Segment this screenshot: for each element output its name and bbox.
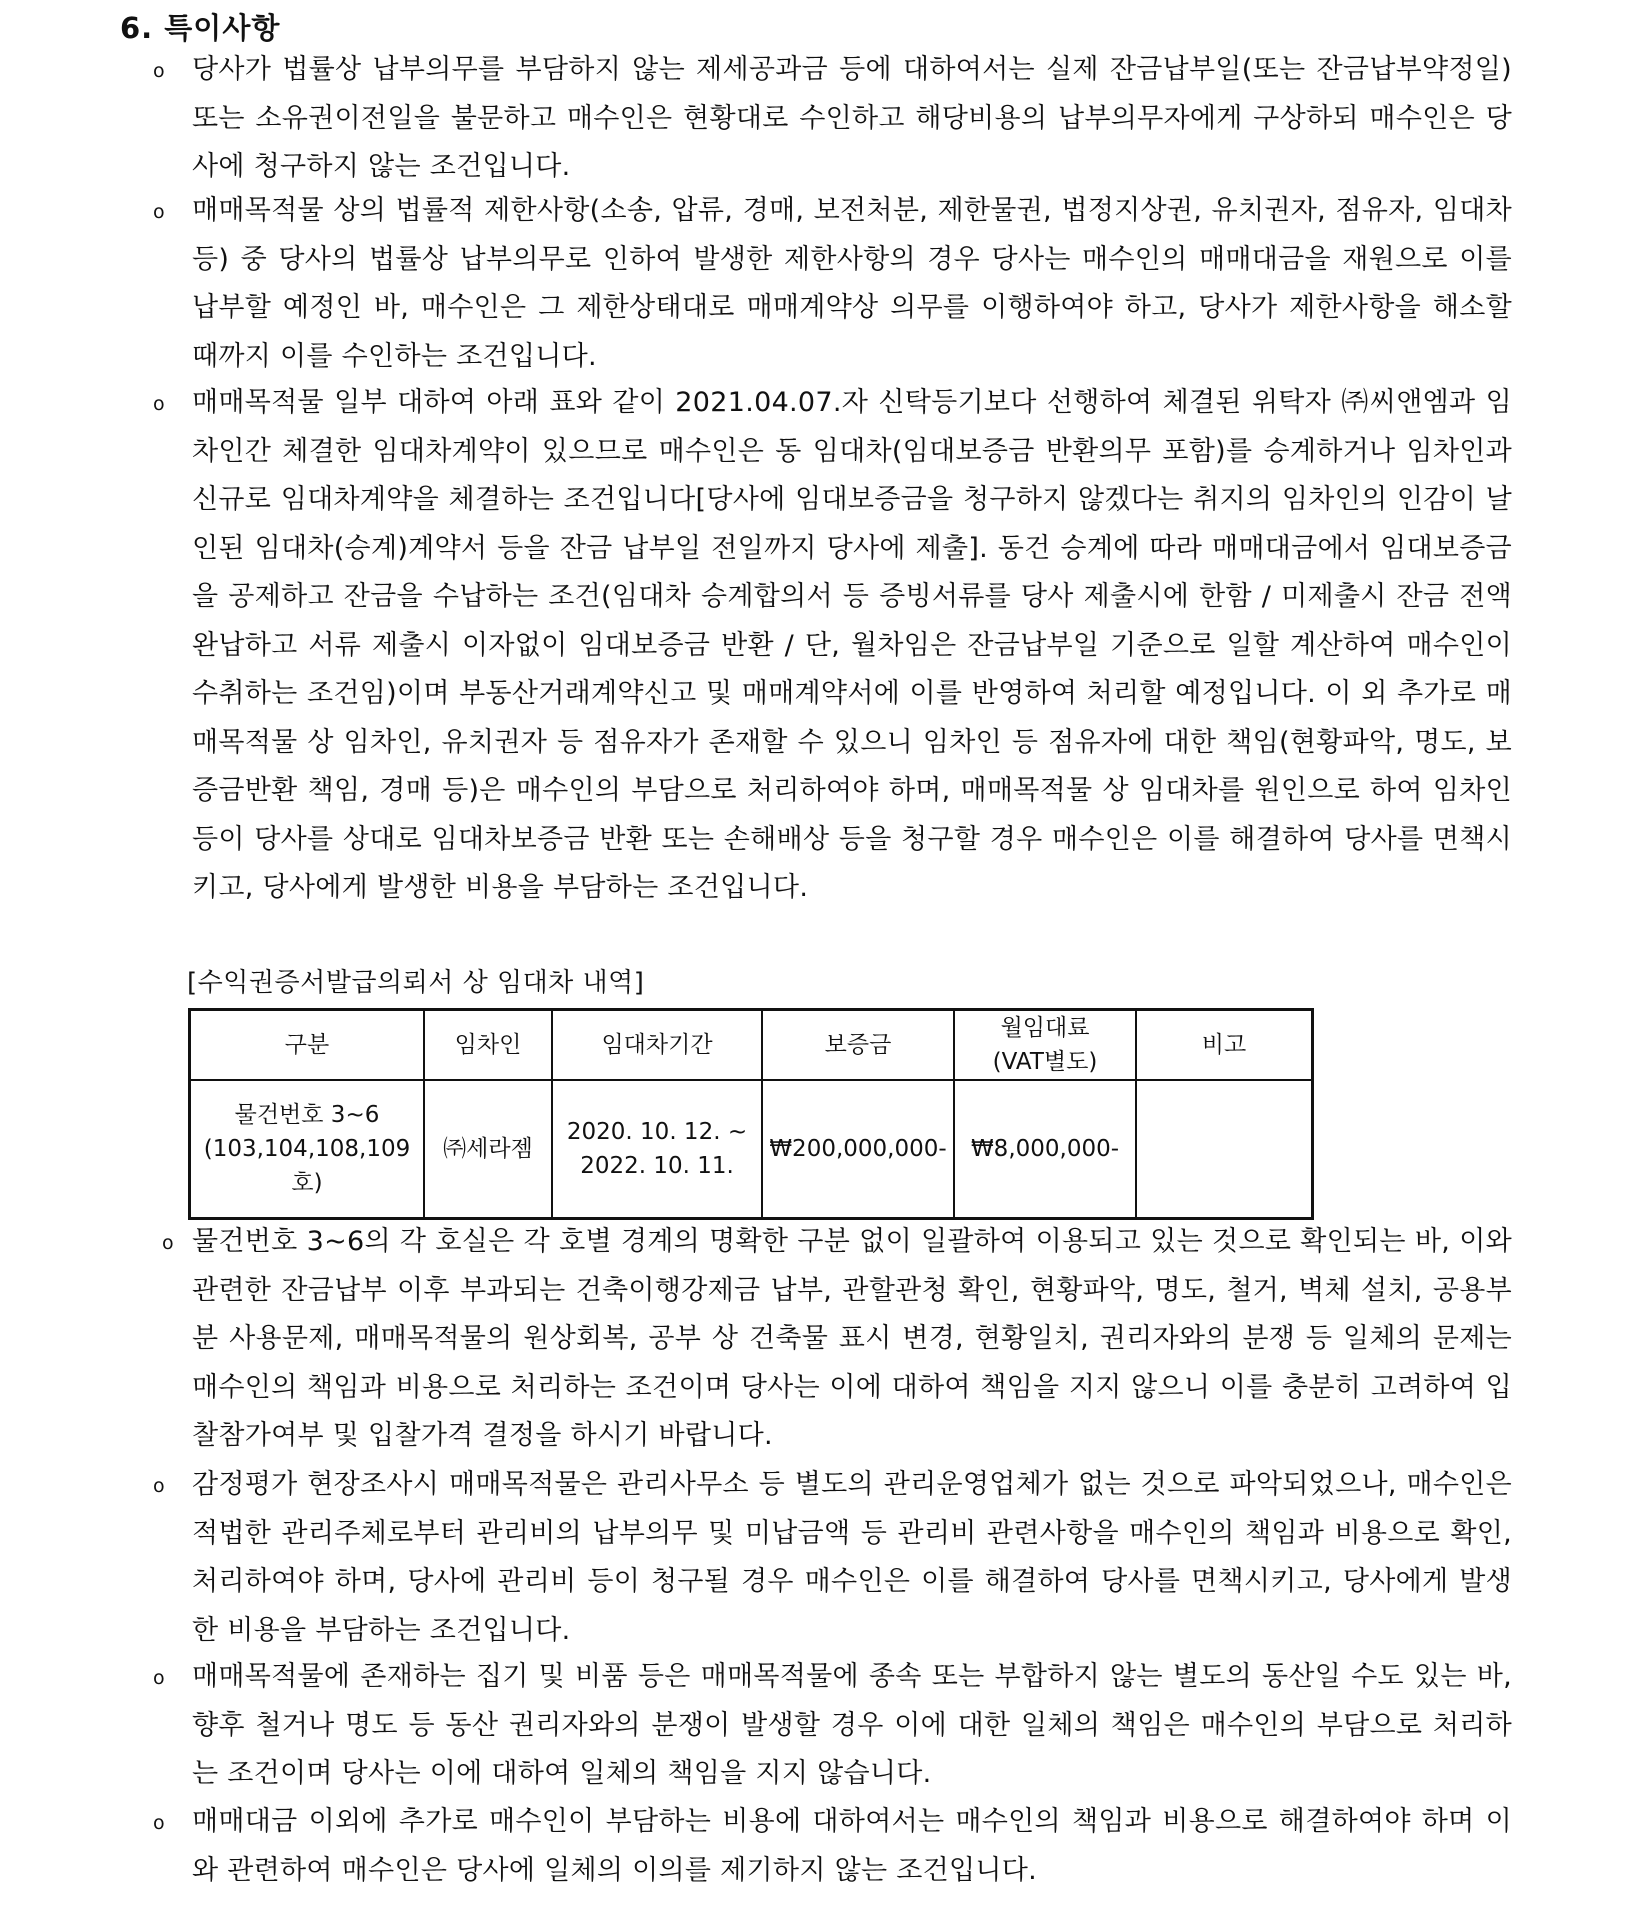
- notice-paragraph-2: 매매목적물 상의 법률적 제한사항(소송, 압류, 경매, 보전처분, 제한물권, 법정지상권, 유치권자, 점유자, 임대차 등) 중 당사의 법률상 납부의무로 인하여 발생한 제한사항의 경우 당사는 매수인의 매매대금을 재원으로 이를 납부할 예정인 바, 매수인은 그 제한상태대로 매매계약상 의무를 이행하여야 하고, 당사가 제한사항을 해소할 때까지 이를 수인하는 조건입니다.: [192, 195, 1512, 372]
- header-deposit: 보증금: [762, 1010, 954, 1081]
- header-monthly-rent: [954, 1010, 1136, 1081]
- cell-category-line1: 물건번호 3~6: [234, 1101, 380, 1128]
- notice-paragraph-4: 물건번호 3~6의 각 호실은 각 호별 경계의 명확한 구분 없이 일괄하여 이용되고 있는 것으로 확인되는 바, 이와 관련한 잔금납부 이후 부과되는 건축이행강제금 납부, 관할관청 확인, 현황파악, 명도, 철거, 벽체 설치, 공용부분 사용문제, 매매목적물의 원상회복, 공부 상 건축물 표시 변경, 현황일치, 권리자와의 분쟁 등 일체의 문제는 매수인의 책임과 비용으로 처리하는 조건이며 당사는 이에 대하여 책임을 지지 않으니 이를 충분히 고려하여 입찰참가여부 및 입찰가격 결정을 하시기 바랍니다.: [192, 1226, 1512, 1451]
- notice-paragraph-6: 매매목적물에 존재하는 집기 및 비품 등은 매매목적물에 종속 또는 부합하지 않는 별도의 동산일 수도 있는 바, 향후 철거나 명도 등 동산 권리자와의 분쟁이 발생할 경우 이에 대한 일체의 책임은 매수인의 부담으로 처리하는 조건이며 당사는 이에 대하여 일체의 책임을 지지 않습니다.: [192, 1661, 1512, 1789]
- bullet-marker: o: [153, 393, 165, 415]
- bullet-marker: o: [153, 60, 165, 82]
- cell-category-line2: (103,104,108,109호): [203, 1135, 411, 1196]
- header-rent-line1: 월임대료: [1000, 1015, 1090, 1041]
- bullet-marker: o: [153, 1667, 165, 1689]
- bullet-marker: o: [153, 1475, 165, 1497]
- lease-table: [188, 1008, 1314, 1220]
- notice-paragraph-5: 감정평가 현장조사시 매매목적물은 관리사무소 등 별도의 관리운영업체가 없는 것으로 파악되었으나, 매수인은 적법한 관리주체로부터 관리비의 납부의무 및 미납금액 등 관리비 관련사항을 매수인의 책임과 비용으로 확인, 처리하여야 하며, 당사에 관리비 등이 청구될 경우 매수인은 이를 해결하여 당사를 면책시키고, 당사에게 발생한 비용을 부담하는 조건입니다.: [192, 1469, 1512, 1646]
- table-header-row: [190, 1010, 1313, 1081]
- cell-period: [552, 1080, 762, 1218]
- header-tenant: 임차인: [424, 1010, 552, 1081]
- bullet-marker: o: [153, 1812, 165, 1834]
- cell-monthly-rent: ₩8,000,000-: [954, 1080, 1136, 1218]
- cell-tenant: ㈜세라젬: [424, 1080, 552, 1218]
- header-category: 구분: [190, 1010, 425, 1081]
- cell-note: [1136, 1080, 1313, 1218]
- header-note: 비고: [1136, 1010, 1313, 1081]
- header-period: 임대차기간: [552, 1010, 762, 1081]
- section-heading: 6. 특이사항: [120, 11, 281, 45]
- table-row: [190, 1080, 1313, 1218]
- notice-paragraph-3: 매매목적물 일부 대하여 아래 표와 같이 2021.04.07.자 신탁등기보다 선행하여 체결된 위탁자 ㈜씨앤엠과 임차인간 체결한 임대차계약이 있으므로 매수인은 동 임대차(임대보증금 반환의무 포함)를 승계하거나 임차인과 신규로 임대차계약을 체결하는 조건입니다[당사에 임대보증금을 청구하지 않겠다는 취지의 임차인의 인감이 날인된 임대차(승계)계약서 등을 잔금 납부일 전일까지 당사에 제출]. 동건 승계에 따라 매매대금에서 임대보증금을 공제하고 잔금을 수납하는 조건(임대차 승계합의서 등 증빙서류를 당사 제출시에 한함 / 미제출시 잔금 전액완납하고 서류 제출시 이자없이 임대보증금 반환 / 단, 월차임은 잔금납부일 기준으로 일할 계산하여 매수인이 수취하는 조건임)이며 부동산거래계약신고 및 매매계약서에 이를 반영하여 처리할 예정입니다. 이 외 추가로 매매목적물 상 임차인, 유치권자 등 점유자가 존재할 수 있으니 임차인 등 점유자에 대한 책임(현황파악, 명도, 보증금반환 책임, 경매 등)은 매수인의 부담으로 처리하여야 하며, 매매목적물 상 임대차를 원인으로 하여 임차인 등이 당사를 상대로 임대차보증금 반환 또는 손해배상 등을 청구할 경우 매수인은 이를 해결하여 당사를 면책시키고, 당사에게 발생한 비용을 부담하는 조건입니다.: [192, 387, 1512, 903]
- notice-paragraph-7: 매매대금 이외에 추가로 매수인이 부담하는 비용에 대하여서는 매수인의 책임과 비용으로 해결하여야 하며 이와 관련하여 매수인은 당사에 일체의 이의를 제기하지 않는 조건입니다.: [192, 1806, 1512, 1886]
- bullet-marker: o: [153, 201, 165, 223]
- lease-table-caption: [수익권증서발급의뢰서 상 임대차 내역]: [187, 968, 645, 998]
- cell-period-line2: 2022. 10. 11.: [580, 1152, 734, 1179]
- notice-paragraph-1: 당사가 법률상 납부의무를 부담하지 않는 제세공과금 등에 대하여서는 실제 잔금납부일(또는 잔금납부약정일) 또는 소유권이전일을 불문하고 매수인은 현황대로 수인하고 해당비용의 납부의무자에게 구상하되 매수인은 당사에 청구하지 않는 조건입니다.: [192, 54, 1512, 182]
- bullet-marker: o: [162, 1232, 174, 1254]
- cell-deposit: ₩200,000,000-: [762, 1080, 954, 1218]
- cell-category: [190, 1080, 425, 1218]
- header-rent-line2: (VAT별도): [992, 1049, 1098, 1075]
- cell-period-line1: 2020. 10. 12. ~: [566, 1118, 748, 1145]
